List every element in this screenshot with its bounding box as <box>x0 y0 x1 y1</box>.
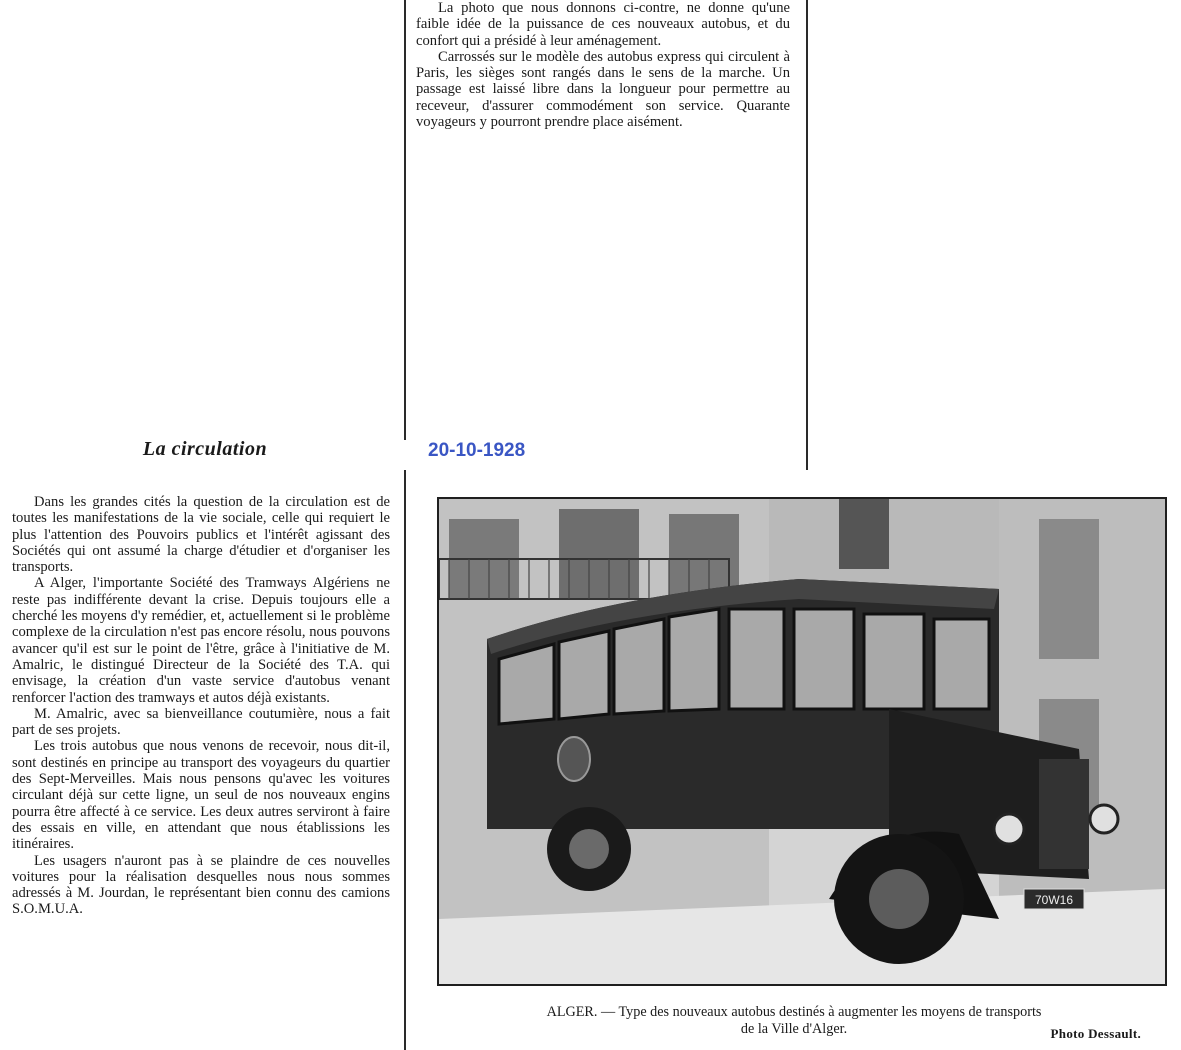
main-article-paragraph-4: Les trois autobus que nous venons de recevoir, nous dit-il, sont destinés en principe au transport des voyageurs du quartier des Sept-Merveilles. Mais nous pensons qu'avec les voitures circulant déjà sur cette ligne, un seul de nos nouveaux engins pourra être affecté à ce service. Les deux autres serviront à faire des essais en ville, en attendant que nous établissions les itinéraires. <box>12 738 390 853</box>
main-article-paragraph-1: Dans les grandes cités la question de la circulation est de toutes les manifestations de la vie sociale, celle qui requiert le plus l'attention des Pouvoirs publics et l'intérêt agissant des Sociétés qui ont assumé la charge d'étudier et d'organiser les transports. <box>12 494 390 576</box>
top-article <box>416 0 790 130</box>
bus-photograph <box>437 497 1167 986</box>
bus-illustration <box>439 499 1165 984</box>
date-stamp: 20-10-1928 <box>428 440 526 461</box>
main-article-paragraph-5: Les usagers n'auront pas à se plaindre de ces nouvelles voitures pour la réalisation desquelles nous nous sommes adressés à M. Jourdan, le représentant bien connu des camions S.O.M.U.A. <box>12 852 390 918</box>
license-plate: 70W16 <box>1034 893 1074 907</box>
top-article-paragraph-1: La photo que nous donnons ci-contre, ne donne qu'une faible idée de la puissance de ces nouveaux autobus, et du confort qui a présidé à leur aménagement. <box>416 0 790 49</box>
photo-caption-line-1: ALGER. — Type des nouveaux autobus destinés à augmenter les moyens de transports <box>546 1004 1042 1020</box>
column-rule-right-top <box>806 0 808 470</box>
photo-credit: Photo Dessault. <box>1050 1026 1141 1041</box>
top-article-paragraph-2: Carrossés sur le modèle des autobus express qui circulent à Paris, les sièges sont rangés dans le sens de la marche. Un passage est laissé libre dans la longueur pour permettre au receveur, d'assurer commodément son service. Quarante voyageurs y pourront prendre place aisément. <box>416 48 790 131</box>
photo-caption-line-2: de la Ville d'Alger. <box>740 1021 848 1037</box>
main-article-paragraph-3: M. Amalric, avec sa bienveillance coutumière, nous a fait part de ses projets. <box>12 705 390 739</box>
column-rule-left <box>404 470 406 1050</box>
main-article-paragraph-2: A Alger, l'importante Société des Tramways Algériens ne reste pas indifférente devant la crise. Depuis toujours elle a cherché les moyens d'y remédier, et, actuellement si le problème complexe de la circulation n'est pas encore résolu, nous pouvons avancer qu'il est sur le point de l'être, grâce à l'initiative de M. Amalric, le distingué Directeur de la Société des T.A. qui envisage, la création d'un vaste service d'autobus venant renforcer l'action des tramways et autos déjà existants. <box>12 575 390 706</box>
article-title: La circulation <box>142 438 268 460</box>
main-article-body <box>12 494 390 918</box>
column-rule-top <box>404 0 406 440</box>
